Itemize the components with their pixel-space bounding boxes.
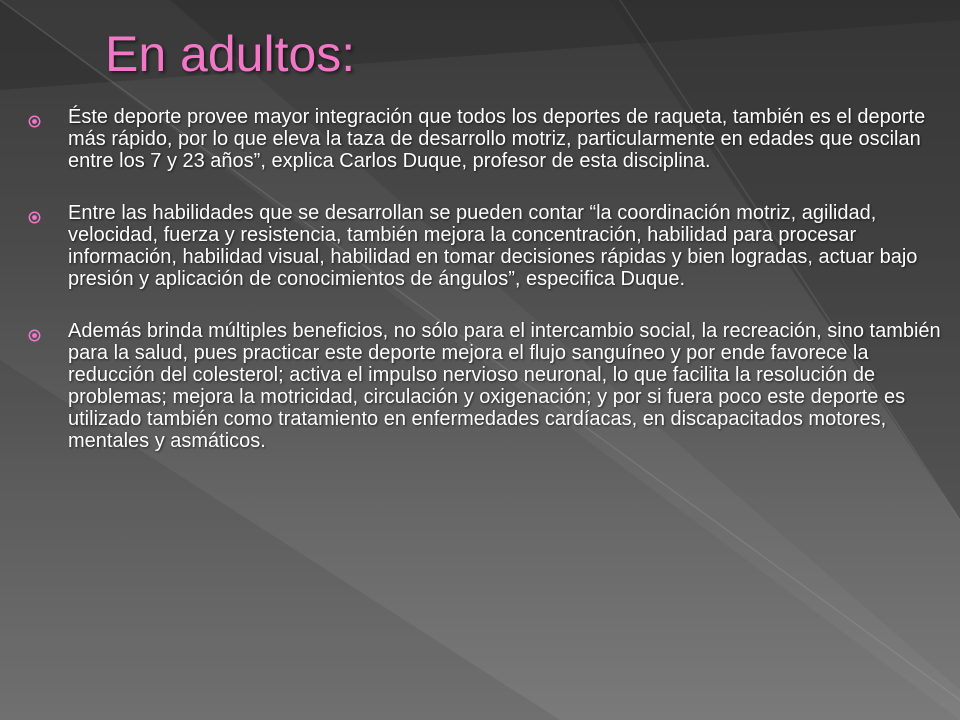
circled-dot-icon (28, 329, 41, 342)
bullet-list (28, 106, 948, 482)
bullet-text: Éste deporte provee mayor integración que todos los deportes de raqueta, también es el deporte más rápido, por lo que eleva la taza de desarrollo motriz, particularmente en edades que oscilan entre los 7 y 23 años”, explica Carlos Duque, profesor de esta disciplina. (68, 106, 926, 172)
slide-title: En adultos: (105, 26, 356, 82)
circled-dot-icon (28, 211, 41, 224)
bullet-text: Además brinda múltiples beneficios, no sólo para el intercambio social, la recreación, sino también para la salud, pues practicar este deporte mejora el flujo sanguíneo y por ende favorece la reducción del colesterol; activa el impulso nervioso neuronal, lo que facilita la resolución de problemas; mejora la motricidad, circulación y oxigenación; y por si fuera poco este deporte es utilizado también como tratamiento en enfermedades cardíacas, en discapacitados motores, mentales y asmáticos. (68, 320, 941, 452)
bullet-item (28, 202, 948, 290)
bullet-item (28, 106, 948, 172)
bullet-item (28, 320, 948, 452)
circled-dot-icon (28, 115, 41, 128)
bullet-text: Entre las habilidades que se desarrollan se pueden contar “la coordinación motriz, agilidad, velocidad, fuerza y resistencia, también mejora la concentración, habilidad para procesar información, habilidad visual, habilidad en tomar decisiones rápidas y bien logradas, actuar bajo presión y aplicación de conocimientos de ángulos”, especifica Duque. (68, 202, 918, 290)
